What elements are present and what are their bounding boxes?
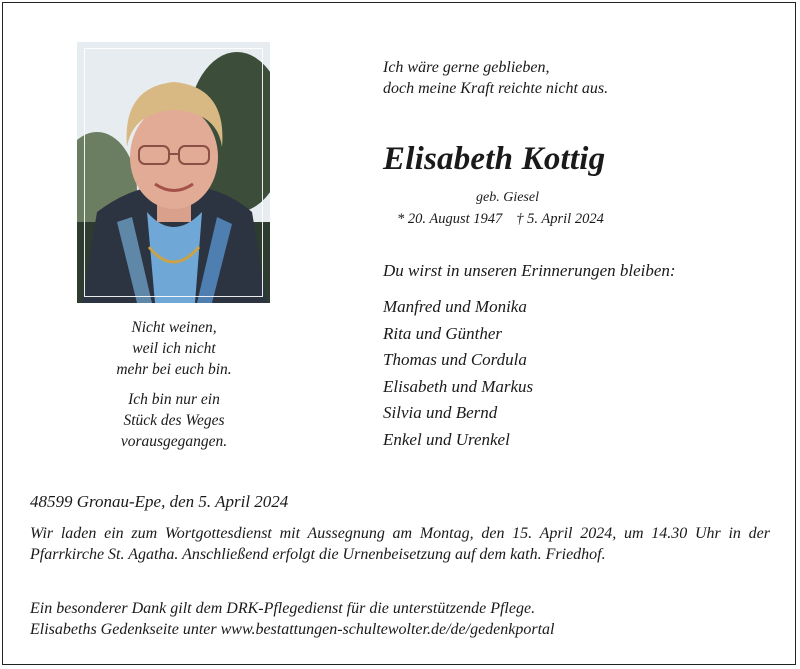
thanks-line: Ein besonderer Dank gilt dem DRK-Pflegedienst für die unterstützende Pflege. [30,600,536,617]
photo-inner-frame [84,48,263,297]
mourner: Elisabeth und Markus [383,376,534,396]
opening-quote [383,57,608,99]
service-announcement: Wir laden ein zum Wortgottesdienst mit Aussegnung am Montag, den 15. April 2024, um 14.30 Uhr in der Pfarrkirche St. Agatha. Anschließend erfolgt die Urnenbeisetzung auf dem kath. Friedhof. [30,525,770,563]
poem-line: weil ich nicht [132,340,216,357]
poem-line: Nicht weinen, [131,319,217,336]
mourners-list [383,294,533,453]
mourner: Silvia und Bernd [383,403,498,422]
quote-line: doch meine Kraft reichte nicht aus. [383,80,609,97]
place-date: 48599 Gronau-Epe, den 5. April 2024 [30,492,289,511]
thanks-section [30,598,555,640]
mourner: Enkel und Urenkel [383,429,510,449]
poem-line: Stück des Weges [123,412,225,429]
poem-stanza-1 [90,317,258,380]
poem-line: mehr bei euch bin. [116,361,232,378]
portrait-photo [77,42,270,303]
poem-stanza-2 [90,389,258,452]
mourner: Rita und Günther [383,323,502,343]
birth-name: geb. Giesel [476,190,539,205]
quote-line: Ich wäre gerne geblieben, [383,59,550,76]
birth-date: * 20. August 1947 [397,211,503,227]
deceased-name: Elisabeth Kottig [383,141,606,177]
life-dates [397,211,604,228]
memory-line: Du wirst in unseren Erinnerungen bleiben: [383,261,676,280]
mourner: Thomas und Cordula [383,350,527,369]
poem-line: Ich bin nur ein [128,391,220,408]
mourner: Manfred und Monika [383,297,527,316]
poem-line: vorausgegangen. [120,433,228,450]
memorial-page-line: Elisabeths Gedenkseite unter www.bestattungen-schultewolter.de/de/gedenkportal [30,621,555,638]
death-date: † 5. April 2024 [516,211,604,227]
